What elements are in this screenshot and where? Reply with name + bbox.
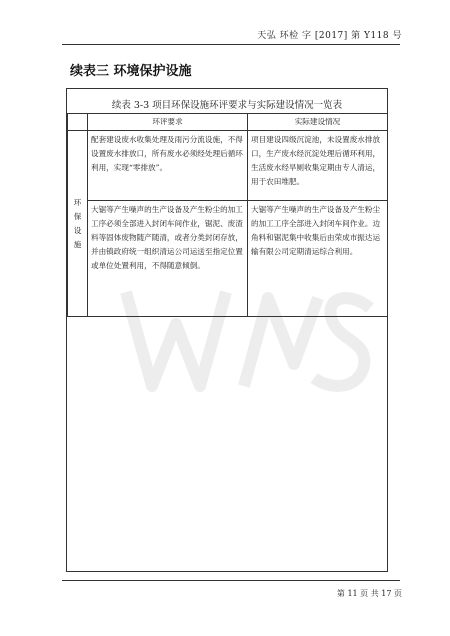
header-divider bbox=[62, 44, 400, 45]
requirement-cell bbox=[88, 201, 248, 317]
page-number: 第 11 页 共 17 页 bbox=[336, 589, 402, 598]
side-label: 环 保 设 施 bbox=[73, 197, 82, 249]
environmental-facilities-table bbox=[67, 113, 388, 317]
table-frame bbox=[66, 88, 388, 572]
actual-text: 大锯等产生噪声的生产设备及产生粉尘的加工工序全部进入封闭车间作业。边角料和锯泥集中收集后由荣成市振达运输有限公司定期清运综合利用。 bbox=[251, 205, 381, 256]
table-header-row bbox=[68, 114, 388, 131]
document-reference-number: 天弘 环检 字 [2017] 第 Y118 号 bbox=[257, 31, 402, 41]
side-label-cell bbox=[68, 131, 88, 317]
actual-cell bbox=[248, 131, 388, 201]
requirement-text: 大锯等产生噪声的生产设备及产生粉尘的加工工序必须全部进入封闭车间作业，锯泥、废渣料等固体废物随产随清，或者分类封闭存放，并由镇政府统一组织清运公司运送至指定位置或单位处置利用，不得随意倾倒。 bbox=[91, 205, 243, 270]
header-blank-cell bbox=[68, 114, 88, 131]
requirement-cell bbox=[88, 131, 248, 201]
footer-divider bbox=[62, 580, 400, 581]
table-caption: 续表 3-3 项目环保设施环评要求与实际建设情况一览表 bbox=[111, 100, 343, 111]
requirement-text: 配套建设废水收集处理及雨污分流设施，不得设置废水排放口，所有废水必须经处理后循环利用，实现“零排放”。 bbox=[91, 135, 243, 172]
table-row bbox=[68, 201, 388, 317]
table-row bbox=[68, 131, 388, 201]
actual-cell bbox=[248, 201, 388, 317]
section-title: 续表三 环境保护设施 bbox=[70, 64, 192, 79]
column-header-requirement: 环评要求 bbox=[88, 114, 248, 131]
actual-text: 项目建设四级沉淀池，未设置废水排放口，生产废水经沉淀处理后循环利用，生活废水经旱厕收集定期由专人清运，用于农田堆肥。 bbox=[251, 135, 381, 186]
column-header-actual: 实际建设情况 bbox=[248, 114, 388, 131]
